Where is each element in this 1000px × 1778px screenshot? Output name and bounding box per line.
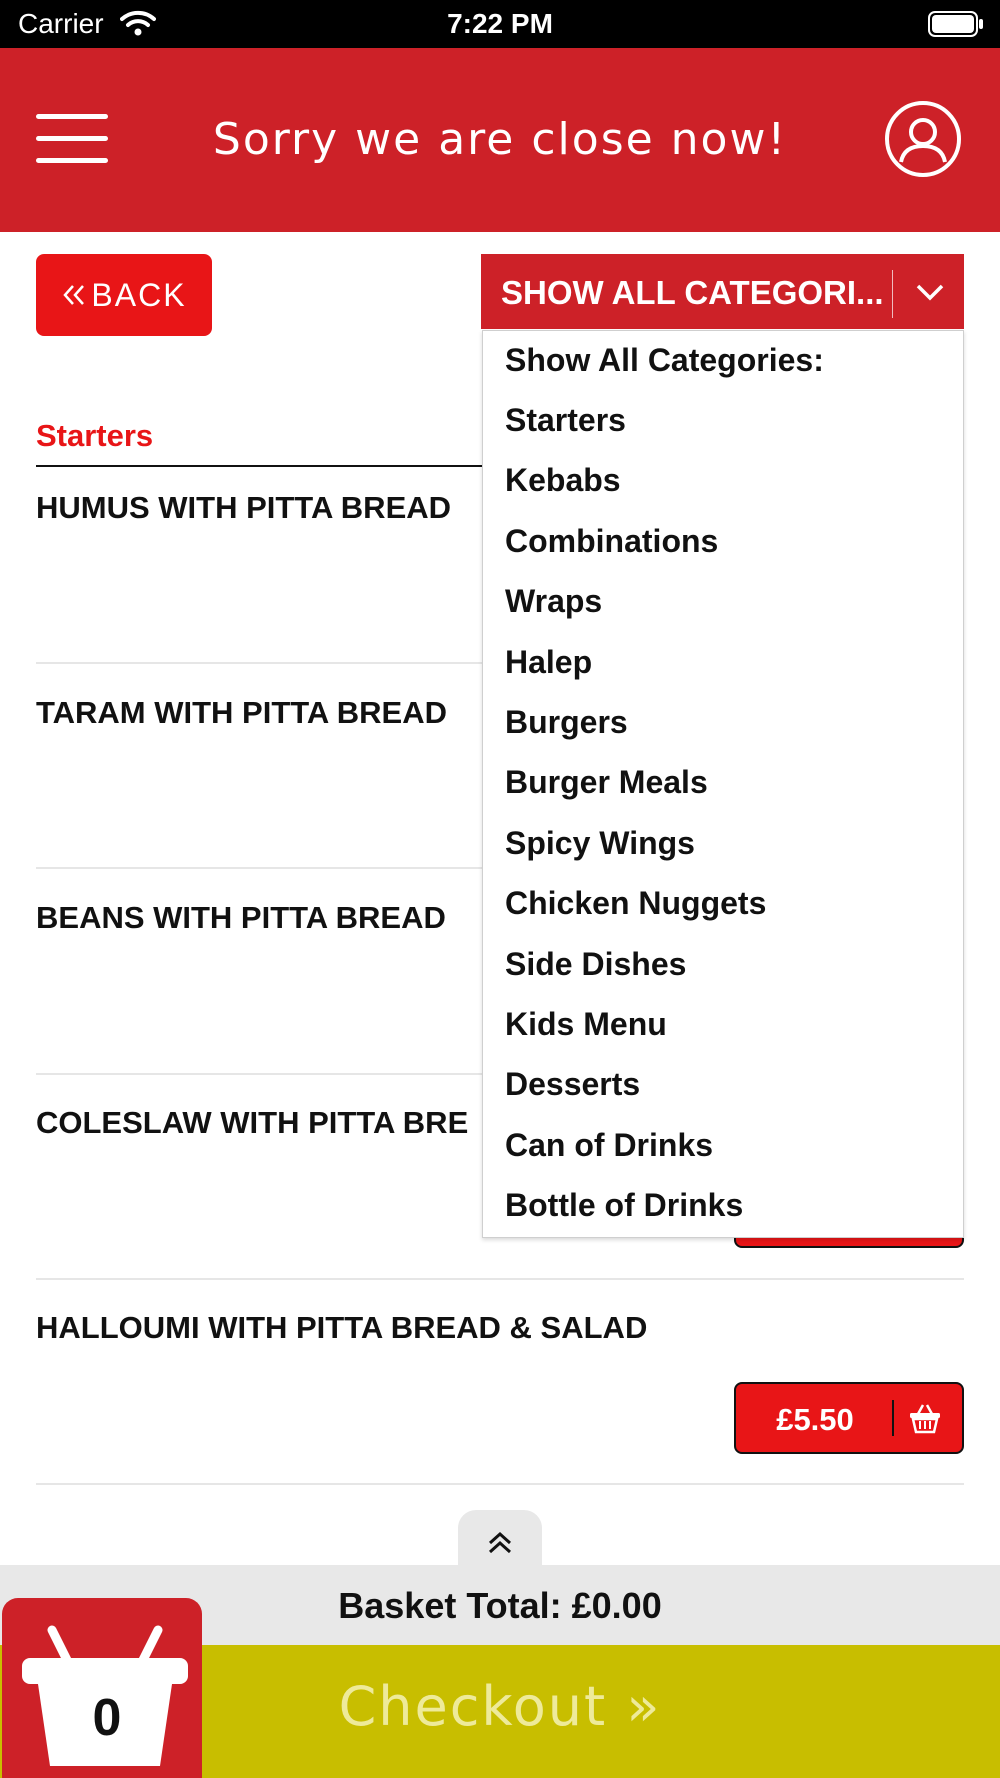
dropdown-option-desserts[interactable]: Desserts: [505, 1066, 641, 1102]
button-divider: [892, 1400, 894, 1436]
menu-item-name: HUMUS WITH PITTA BREAD: [36, 490, 452, 525]
dropdown-option-halep[interactable]: Halep: [505, 644, 593, 680]
status-bar: [0, 0, 1000, 48]
battery-icon: [928, 11, 984, 37]
add-to-basket-button[interactable]: [734, 1382, 964, 1454]
section-title: Starters: [36, 418, 154, 453]
status-time: 7:22 PM: [447, 8, 553, 39]
dropdown-option-spicy-wings[interactable]: Spicy Wings: [505, 825, 695, 861]
menu-item-name: HALLOUMI WITH PITTA BREAD & SALAD: [36, 1310, 648, 1345]
carrier-label: Carrier: [18, 8, 104, 39]
chevron-down-icon: [914, 276, 946, 308]
scroll-to-top-button[interactable]: [458, 1510, 542, 1572]
basket-total-label: Basket Total: £0.00: [338, 1585, 662, 1626]
menu-item-name: BEANS WITH PITTA BREAD: [36, 900, 446, 935]
dropdown-option-burger-meals[interactable]: Burger Meals: [505, 764, 708, 800]
row-divider: [36, 1483, 964, 1485]
section-underline: [36, 465, 485, 467]
app-header: [0, 48, 1000, 232]
basket-icon: [908, 1402, 942, 1434]
dropdown-option-bottle-of-drinks[interactable]: Bottle of Drinks: [505, 1187, 744, 1223]
category-select-value: SHOW ALL CATEGORI...: [501, 274, 884, 311]
checkout-label: Checkout »: [338, 1675, 662, 1738]
dropdown-option-combinations[interactable]: Combinations: [505, 523, 719, 559]
dropdown-option-wraps[interactable]: Wraps: [505, 583, 603, 619]
double-chevron-up-icon: [486, 1530, 514, 1556]
dropdown-option-kids-menu[interactable]: Kids Menu: [505, 1006, 667, 1042]
menu-item-name: COLESLAW WITH PITTA BRE: [36, 1105, 469, 1140]
dropdown-option-chicken-nuggets[interactable]: Chicken Nuggets: [505, 885, 767, 921]
double-chevron-left-icon: [61, 283, 87, 307]
category-dropdown: [482, 330, 964, 1238]
header-title: Sorry we are close now!: [212, 114, 788, 165]
basket-widget[interactable]: [2, 1598, 202, 1778]
back-button-label: BACK: [91, 276, 187, 313]
dropdown-option-burgers[interactable]: Burgers: [505, 704, 628, 740]
profile-icon[interactable]: [884, 100, 962, 178]
row-divider: [36, 1278, 964, 1280]
back-button[interactable]: [36, 254, 212, 336]
basket-count: 0: [92, 1689, 122, 1747]
dropdown-option-kebabs[interactable]: Kebabs: [505, 462, 621, 498]
price-label: £5.50: [776, 1402, 854, 1437]
dropdown-option-can-of-drinks[interactable]: Can of Drinks: [505, 1127, 714, 1163]
dropdown-option-show-all[interactable]: Show All Categories:: [505, 342, 824, 378]
dropdown-option-starters[interactable]: Starters: [505, 402, 626, 438]
dropdown-option-side-dishes[interactable]: Side Dishes: [505, 946, 687, 982]
menu-item-name: TARAM WITH PITTA BREAD: [36, 695, 447, 730]
category-select[interactable]: [481, 254, 964, 329]
select-divider: [892, 270, 893, 318]
